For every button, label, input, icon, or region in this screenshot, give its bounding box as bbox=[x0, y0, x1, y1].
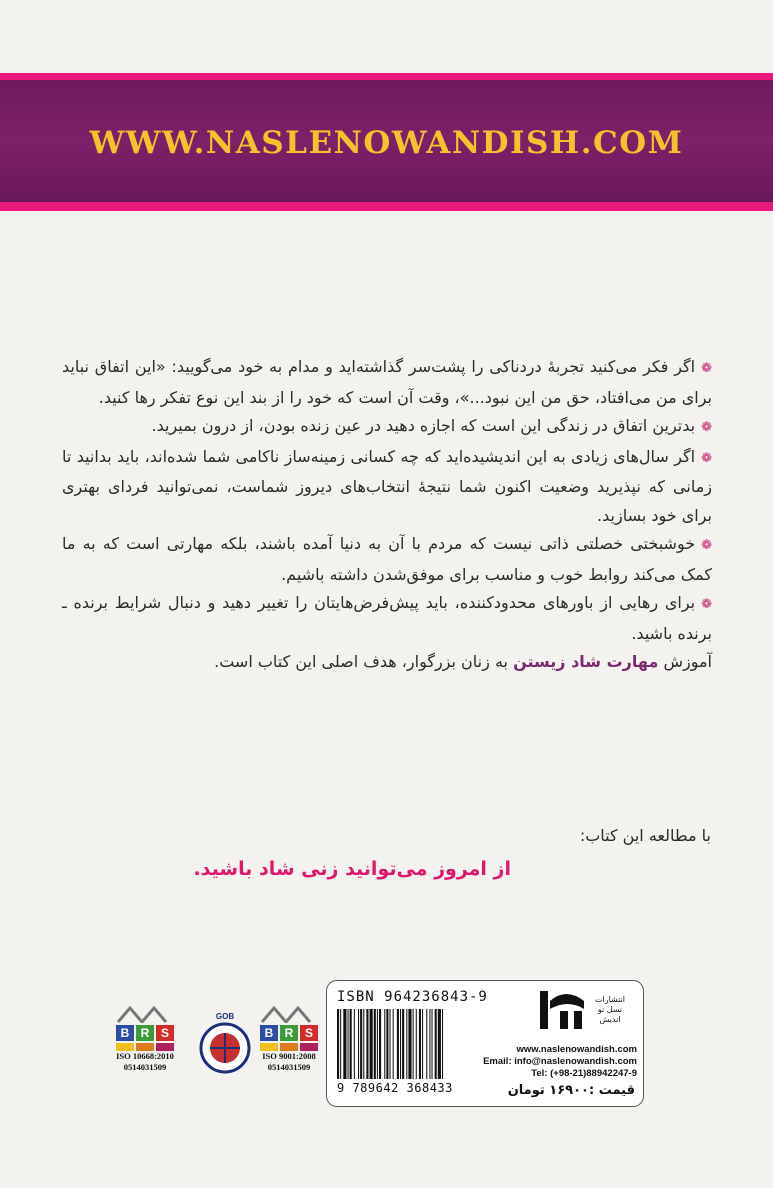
paragraph-1 bbox=[62, 353, 712, 412]
bullet-icon: ❁ bbox=[701, 597, 712, 612]
publisher-name: انتشارات نسل نو اندیش bbox=[594, 995, 626, 1024]
paragraph-5 bbox=[62, 589, 712, 648]
paragraph-text: بدترین اتفاق در زندگی این است که اجازه دهید در عین زنده بودن، از درون بمیرید. bbox=[151, 416, 696, 435]
publisher-email[interactable]: Email: info@naslenowandish.com bbox=[483, 1056, 637, 1067]
isbn-text: ISBN 964236843-9 bbox=[337, 989, 488, 1005]
gob-label: GOB bbox=[215, 1012, 235, 1021]
paragraph-4 bbox=[62, 530, 712, 589]
paragraph-3 bbox=[62, 443, 712, 531]
goal-prefix: آموزش bbox=[663, 652, 712, 671]
cert-standard: ISO 9001:2008 bbox=[262, 1051, 316, 1061]
publisher-website-heading[interactable]: WWW.NASLENOWANDISH.COM bbox=[89, 125, 684, 161]
barcode-digits: 9 789642 368433 bbox=[337, 1081, 453, 1095]
barcode-image bbox=[337, 1009, 487, 1079]
iso-certificate-badge-1 bbox=[108, 1005, 182, 1095]
gob-seal bbox=[198, 1012, 252, 1082]
brs-logo: B R S bbox=[252, 1025, 326, 1041]
slogan: از امروز می‌توانید زنی شاد باشید. bbox=[193, 858, 511, 880]
cert-number: 0514031509 bbox=[267, 1062, 311, 1072]
intro-line: با مطالعه این کتاب: bbox=[579, 826, 711, 845]
goal-sentence bbox=[62, 648, 712, 677]
barcode-label bbox=[326, 980, 644, 1107]
paragraph-text: برای رهایی از باورهای محدودکننده، باید پیش‌فرض‌هایتان را تغییر دهید و دنبال شرایط برنده ـ برنده باشید. bbox=[62, 593, 712, 643]
publisher-phone: Tel: (+98-21)88942247-9 bbox=[531, 1068, 637, 1079]
bullet-icon: ❁ bbox=[701, 450, 712, 466]
publisher-website[interactable]: www.naslenowandish.com bbox=[516, 1044, 637, 1055]
paragraph-text: خوشبختی خصلتی ذاتی نیست که مردم با آن به دنیا آمده باشند، بلکه مهارتی است که به ما کمک می‌کند روابط خوب و مناسب برای موفق‌شدن داشته باشیم. bbox=[62, 534, 712, 584]
iso-certificate-badge-2 bbox=[252, 1005, 326, 1095]
brs-mountain-icon bbox=[108, 1005, 182, 1023]
paragraph-2 bbox=[62, 412, 712, 443]
gob-globe-icon bbox=[198, 1021, 252, 1075]
paragraph-text: اگر فکر می‌کنید تجربهٔ دردناکی را پشت‌سر گذاشته‌اید و مدام به خود می‌گویید: «این اتفاق نباید برای من می‌افتاد، حق من این نبود...»، وقت آن است که خود را از بند این نوع تفکر رها کنید. bbox=[62, 357, 712, 407]
price-label: قیمت :۱۶۹۰۰ تومان bbox=[507, 1083, 635, 1098]
cert-standard: ISO 10668:2010 bbox=[116, 1051, 174, 1061]
cert-number: 0514031509 bbox=[123, 1062, 167, 1072]
back-cover-text bbox=[62, 353, 712, 677]
bullet-icon: ❁ bbox=[701, 538, 712, 553]
goal-highlight: مهارت شاد زیستن bbox=[513, 652, 659, 671]
header-purple-band bbox=[0, 80, 773, 202]
publisher-logo-icon bbox=[536, 987, 588, 1033]
goal-suffix: به زنان بزرگوار، هدف اصلی این کتاب است. bbox=[214, 652, 508, 671]
brs-mountain-icon bbox=[252, 1005, 326, 1023]
bullet-icon: ❁ bbox=[701, 420, 712, 435]
bullet-icon: ❁ bbox=[701, 361, 712, 376]
brs-logo: B R S bbox=[108, 1025, 182, 1041]
paragraph-text: اگر سال‌های زیادی به این اندیشیده‌اید که چه کسانی زمینه‌ساز ناکامی شما شده‌اند، باید بدانید تا زمانی که نپذیرید وضعیت اکنون شما نتیجهٔ انتخاب‌های دیروز شماست، نمی‌توانید فردای بهتری برای خود بسازید. bbox=[62, 446, 712, 525]
